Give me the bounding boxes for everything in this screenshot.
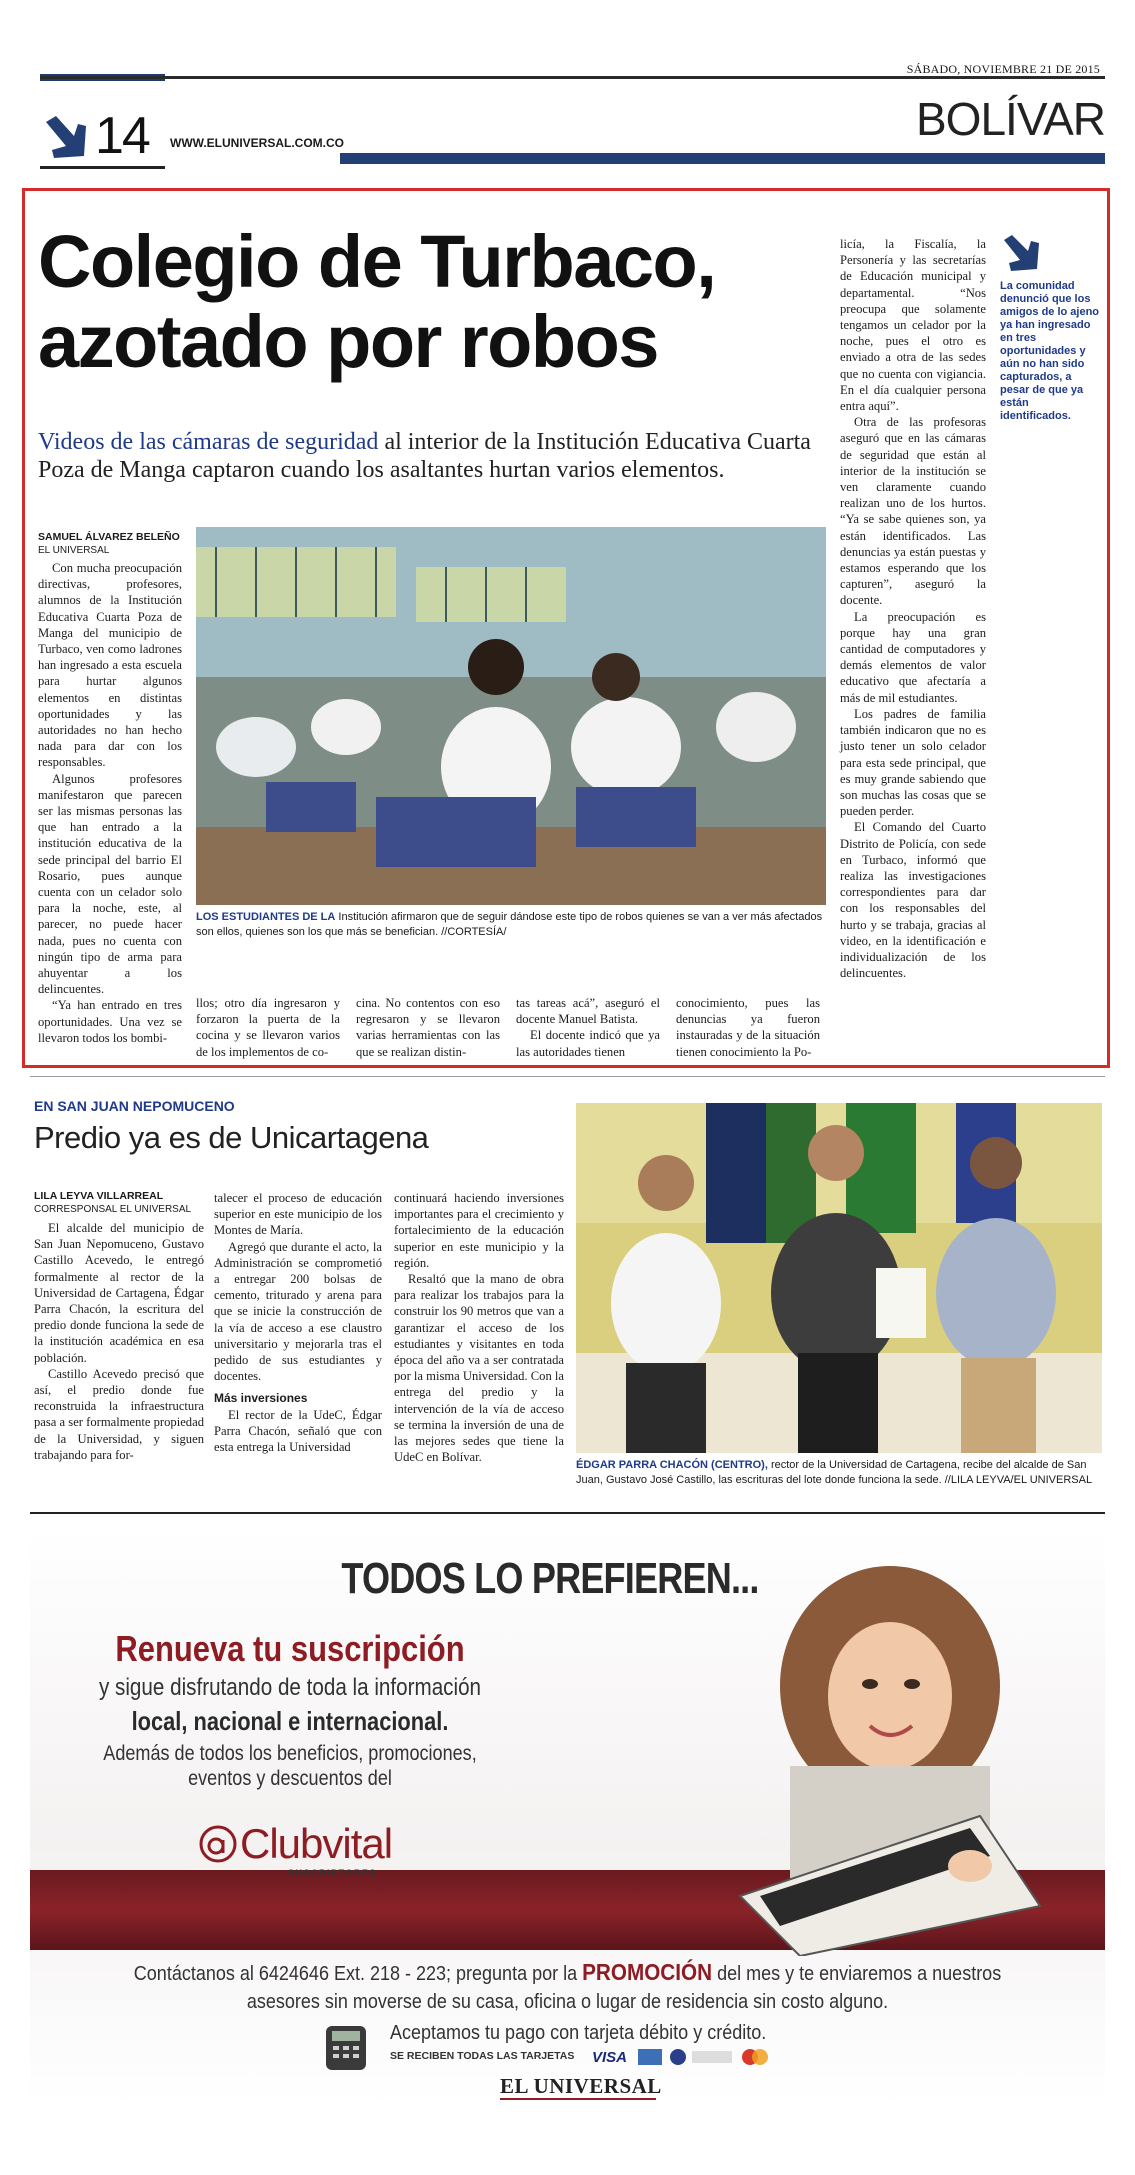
divider: [30, 1512, 1105, 1514]
article-headline: Colegio de Turbaco, azotado por robos: [38, 220, 716, 383]
issue-date: SÁBADO, NOVIEMBRE 21 DE 2015: [906, 62, 1100, 76]
svg-text:VISA: VISA: [592, 2049, 628, 2066]
article-credit: CORRESPONSAL EL UNIVERSAL: [34, 1204, 192, 1215]
paragraph: El Comando del Cuarto Distrito de Policía, con sede en Turbaco, informó que realiza las investigaciones correspondientes para dar con los responsables del hurto y se trabaja, gracias al video, en la identificación e individualización de los delincuentes.: [840, 820, 986, 981]
paragraph: Castillo Acevedo precisó que así, el predio donde fue reconstruida la infraestructura pasa a ser formalmente propiedad de la Universidad, y siguen trabajando para for-: [34, 1366, 204, 1462]
section-name: BOLÍVAR: [916, 93, 1105, 145]
article-column-1: [38, 560, 182, 1046]
paragraph: licía, la Fiscalía, la Personería y las secretarías de Educación municipal y departamental. “Nos preocupa que solamente tengamos un celador por la noche, pues el otro es enviado a otra de las sedes que no cuenta con vigiancia. En el día cualquier persona entra aquí”.: [840, 237, 986, 414]
photo-caption: [196, 910, 826, 940]
paragraph: Otra de las profesoras aseguró que en las cámaras de seguridad que están al interior de la institución se ven claramente cuando realizan uno de los hurtos. “Ya se sabe quienes son, ya están identificados. Las denuncias ya están puestas y estamos esperando que los capturen”, aseguró la docente.: [840, 415, 986, 608]
divider: [30, 1076, 1105, 1077]
header-under-rule: [40, 166, 165, 169]
ad-title: TODOS LO PREFIEREN...: [341, 1554, 759, 1603]
paragraph: El docente indicó que ya las autoridades tienen: [516, 1028, 660, 1059]
paragraph: Agregó que durante el acto, la Administración se comprometió a entregar 200 bolsas de cemento, triturado y arena para que se inicie la construcción de la vía de acceso a ese claustro universitario y mejorarla tras el pedido de sus estudiantes y docentes.: [214, 1239, 382, 1384]
paragraph: El rector de la UdeC, Édgar Parra Chacón, señaló que con esta entrega la Universidad: [214, 1407, 382, 1455]
classroom-photo: [196, 527, 826, 905]
site-url[interactable]: WWW.ELUNIVERSAL.COM.CO: [170, 136, 344, 150]
ad-text: y sigue disfrutando de toda la información: [98, 1674, 482, 1701]
sidebar-callout: La comunidad denunció que los amigos de lo ajeno ya han ingresado en tres oportunidades y aún no han sido capturados, a pesar de que ya están identificados.: [1000, 280, 1100, 422]
ad-promo-label: PROMOCIÓN: [582, 1959, 713, 1985]
paragraph: continuará haciendo inversiones importantes para el crecimiento y fortalecimiento de la educación superior en este municipio y la región.: [394, 1191, 564, 1270]
clubvital-logo: Clubvital: [240, 1820, 393, 1867]
paragraph: Los padres de familia también indicaron que no es justo tener un solo celador para esta sede principal, que es muy grande sabiendo que son muchas las cosas que se pueden perder.: [840, 706, 986, 819]
brand-underline: [500, 2098, 656, 2100]
article-headline: Predio ya es de Unicartagena: [34, 1120, 429, 1155]
ad-text-line: eventos y descuentos del: [188, 1767, 392, 1790]
ad-text-line: Además de todos los beneficios, promociones,: [103, 1742, 477, 1765]
ad-contact-text: [120, 1958, 1016, 2016]
clubvital-logo-subtitle: SUSCRIPTORES: [288, 1868, 377, 1878]
article-column-6: [840, 236, 986, 981]
ad-cards-text: SE RECIBEN TODAS LAS TARJETAS: [390, 2050, 575, 2062]
ad-contact-part: Contáctanos al 6424646 Ext. 218 - 223; pregunta por la: [133, 1963, 583, 1985]
caption-text: rector de la Universidad de Cartagena, recibe del alcalde de San Juan, Gustavo José Castillo, las escrituras del lote donde funciona la sede. //LILA LEYVA/EL UNIVERSAL: [576, 1459, 1093, 1486]
card-terminal-icon: [320, 2022, 376, 2072]
paragraph: talecer el proceso de educación superior en este municipio de los Montes de María.: [214, 1191, 382, 1238]
article-column-3: cina. No contentos con eso regresaron y se llevaron varias herramientas con las que se realizan distin-: [356, 996, 500, 1059]
ceremony-photo: [576, 1103, 1102, 1453]
article-column-3: [394, 1190, 564, 1465]
article-column-2: llos; otro día ingresaron y forzaron la puerta de la cocina y se llevaron varios de los implementos de co-: [196, 996, 340, 1059]
page-number: 14: [95, 107, 149, 165]
paragraph: tas tareas acá”, aseguró el docente Manuel Batista.: [516, 996, 660, 1027]
caption-text: Institución afirmaron que de seguir dándose este tipo de robos quienes se van a ver más afectados son ellos, quienes son los que más se benefician. //CORTESÍA/: [196, 911, 823, 938]
arrow-down-right-icon: [1000, 232, 1042, 274]
ad-text: [84, 1741, 497, 1791]
caption-lead: LOS ESTUDIANTES DE LA: [196, 911, 336, 923]
arrow-down-right-icon: [40, 112, 90, 164]
girl-reading-newspaper-image: [720, 1566, 1060, 1956]
ad-renew-headline: Renueva tu suscripción: [115, 1628, 465, 1669]
deck-text: al interior de la Institución Educativa Cuarta Poza de Manga captaron cuando los asaltantes hurtan varios elementos.: [38, 429, 811, 483]
caption-lead: ÉDGAR PARRA CHACÓN (CENTRO),: [576, 1459, 768, 1471]
photo-caption: [576, 1458, 1102, 1488]
ad-payment-text: Aceptamos tu pago con tarjeta débito y crédito.: [390, 2022, 767, 2044]
article-column-1: [34, 1220, 204, 1463]
article-credit: EL UNIVERSAL: [38, 545, 110, 556]
credit-card-logos-icon: [590, 2046, 810, 2068]
article-column-5: conocimiento, pues las denuncias ya fueron instauradas y de la situación tienen conocimiento la Po-: [676, 996, 820, 1059]
article-column-4: [516, 995, 660, 1060]
article-byline: LILA LEYVA VILLARREAL: [34, 1190, 164, 1202]
header-blue-bar: [340, 153, 1105, 164]
article-deck: [38, 428, 828, 484]
clubvital-logo-icon: [198, 1822, 238, 1866]
article-byline: SAMUEL ÁLVAREZ BELEÑO: [38, 531, 180, 543]
paragraph: “Ya han entrado en tres oportunidades. Una vez se llevaron todos los bombi-: [38, 998, 182, 1045]
article-kicker: EN SAN JUAN NEPOMUCENO: [34, 1098, 235, 1114]
el-universal-logo: EL UNIVERSAL: [500, 2074, 662, 2098]
paragraph: Con mucha preocupación directivas, profesores, alumnos de la Institución Educativa Cuarta Poza de Manga del municipio de Turbaco, ven como ladrones han ingresado a esta escuela para hurtar algunos elementos en distintas oportunidades y las autoridades no han hecho nada para dar con los responsables.: [38, 561, 182, 770]
paragraph: El alcalde del municipio de San Juan Nepomuceno, Gustavo Castillo Acevedo, le entregó formalmente al rector de la Universidad de Cartagena, Édgar Parra Chacón, la escritura del predio donde funciona la sede de la institución académica en esa población.: [34, 1221, 204, 1365]
subscription-ad[interactable]: [30, 1526, 1105, 2106]
paragraph: Resaltó que la mano de obra para realizar los trabajos para la construir los 90 metros que van a garantizar el acceso de los estudiantes y visitantes en toda época del año va a ser contratada por la misma Universidad. Con la entrega del predio y la intervención de la vía de acceso se termina la inversión de una de las mejores sedes que tiene la UdeC en Bolívar.: [394, 1272, 564, 1465]
ad-text-bold: local, nacional e internacional.: [131, 1706, 449, 1736]
paragraph: La preocupación es porque hay una gran cantidad de computadores y demás elementos de valor educativo que afectaría a más de mil estudiantes.: [840, 609, 986, 705]
subhead: Más inversiones: [214, 1391, 308, 1406]
article-column-2: [214, 1190, 382, 1455]
paragraph: Algunos profesores manifestaron que parecen ser las mismas personas las que han entrado a la institución educativa de la sede principal del barrio El Rosario, pues aunque cuenta con un celador solo para la noche, este, al parecer, no puede hacer nada, pues no cuenta con ningún tipo de arma para ahuyentar a los delincuentes.: [38, 771, 182, 997]
ad-contact-part: del mes y te enviaremos a nuestros asesores sin moverse de su casa, oficina o lugar de residencia sin costo alguno.: [246, 1963, 1002, 2013]
deck-highlight: Videos de las cámaras de seguridad: [38, 429, 379, 455]
